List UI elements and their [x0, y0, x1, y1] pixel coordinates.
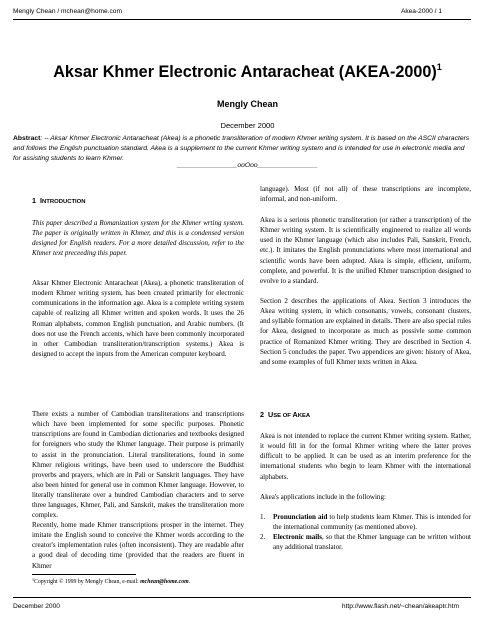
list-item-term: Pronunciation aid — [273, 513, 328, 521]
list-item-text: , so that the Khmer language can be written without any additional translator. — [273, 533, 471, 552]
footer-rule — [13, 597, 471, 598]
paragraph: Section 2 describes the applications of Akea. Section 3 introduces the Akea writing system, in which consonants, vowels, consonant clusters, and syllable formation are explained in details. There are also special rules for Akea, designed to incorporate as much as possivle some common practice of Romanized Khmer writing. They are described in Section 4. Section 5 concludes the paper. Two appendices are given: history of Akea, and some examples of full Khmer texts written in Akea. — [260, 297, 471, 366]
list-item-text: to help students learn Khmer. This is intended for the international community (as mentioned above). — [273, 513, 471, 532]
left-para-3 — [32, 409, 244, 520]
list-number: 1. — [260, 513, 266, 521]
left-para-4 — [32, 520, 244, 571]
paragraph: language). Most (if not all) of these transcriptions are incomplete, informal, and non-uniform. — [260, 185, 471, 204]
applications-list — [260, 512, 471, 553]
footnote-text: Copyright © 1999 by Mengly Chean, e-mail: — [34, 579, 141, 585]
abstract-label: Abstract — [13, 135, 41, 142]
right-para-1 — [260, 184, 471, 204]
left-para-1 — [32, 218, 244, 259]
footnote-email: mchean@home.com — [140, 579, 189, 585]
header-rule — [13, 19, 471, 20]
section-heading-use-of-akea — [260, 410, 310, 419]
section-initial: I — [40, 196, 42, 205]
footnote-mark: 1 — [32, 577, 34, 582]
section-initial: U — [268, 410, 274, 419]
footer-url: http://www.flash.net/~chean/akeaptr.htm — [341, 603, 459, 610]
paragraph: There exists a number of Cambodian transliterations and transcriptions which have been implemented for some specific purposes. Phonetic transcriptions are found in Cambodian dictionaries and textbooks designed for foreigners who study the Khmer language. Their purpose is primarily to assist in the pronunciation. Literal transliterations, found in some Khmer religious writings, have been used to underscore the Buddhist proverbs and prayers, which are in Pali or Sanskrit languages. They have also been hinted for general use in common Khmer language. However, to literally transliterate over a hundred Cambodian characters and to serve three languages, Khmer, Pali, and Sanskrit, makes the transliteration more complex. — [32, 410, 244, 520]
footer-left: December 2000 — [13, 603, 60, 610]
title-footnote-mark: 1 — [436, 62, 442, 72]
paper-title — [0, 62, 495, 82]
paper-date: December 2000 — [220, 121, 275, 130]
paragraph: Aksar Khmer Electronic Antaracheat (Akea), a phonetic transliteration of modern Khmer writing system, has been created primarily for electronic communications in the information age. Akea is a complete writing system capable of realizing all Khmer written and spoken words. It uses the 26 Roman alphabets, common English punctuation, and Arabic numbers. (It does not use the French accents, which have been commonly incorporated in other Cambodian transliteration/transcription systems.) Akea is designed to accept the inputs from the American computer keyboard. — [32, 279, 244, 358]
section-rest-2: KEA — [297, 413, 311, 419]
paragraph: This paper described a Romanization system for the Khmer wrting system. The paper is originally written in Khmer, and this is a condensed version designed for English readers. For a more detailed discussion, refer to the Khmer text preceeding this paper. — [32, 219, 244, 258]
section-heading-introduction — [32, 196, 86, 205]
right-para-5 — [260, 492, 471, 502]
running-header-left: Mengly Chean / mchean@home.com — [13, 8, 122, 15]
right-para-3 — [260, 296, 471, 367]
paragraph: Akea's applications include in the following: — [260, 493, 386, 501]
right-para-4 — [260, 431, 471, 482]
left-para-2 — [32, 278, 244, 359]
footnote-end: . — [188, 579, 191, 585]
running-header-right: Akea-2000 / 1 — [400, 8, 442, 15]
list-item — [260, 532, 471, 552]
abstract-text: : -- Aksar Khmer Electronic Antaracheat (Akea) is a phonetic transliteration of modern Khmer writing system. It is based on the ASCII characters and follows the English punctuation standard. Akea is a supplement to the current Khmer writing system and is intended for use in electronic media and for assisting students to learn Khmer. — [13, 135, 470, 162]
section-rest: SE OF — [273, 413, 293, 419]
paragraph: Akea is not intended to replace the current Khmer writing system. Rather, it would fill in for the formal Khmer writing where the latter proves difficult to be applied. It can be used as an interim preference for the international students who begin to learn Khmer with the international alphabets. — [260, 432, 471, 481]
section-rest: NTRODUCTION — [42, 199, 86, 205]
section-number: 2 — [260, 410, 264, 419]
separator-line: ________________ooOoo________________ — [177, 162, 318, 169]
paragraph: Recently, home made Khmer transcriptions prosper in the internet. They imitate the English sound to conceive the Khmer words according to the creator's implementation rules (often inconsistent). They are readable after a good deal of decoding time (provided that the readers are fluent in Khmer — [32, 521, 244, 570]
right-para-2 — [260, 215, 471, 286]
abstract — [13, 134, 471, 163]
list-number: 2. — [260, 533, 266, 542]
author-name: Mengly Chean — [216, 99, 278, 109]
list-item — [260, 512, 471, 532]
footnote-rule — [32, 574, 136, 575]
paper-title-text: Aksar Khmer Electronic Antaracheat (AKEA-2000) — [53, 63, 437, 81]
section-initial-2: A — [292, 410, 298, 419]
footnote — [32, 577, 190, 585]
section-number: 1 — [32, 196, 36, 205]
paragraph: Akea is a serious phonetic transliteration (or rather a transcription) of the Khmer writing system. It is scientifically engineered to realize all words used in the Khmer language (which also includes Pali, Sanskrit, French, etc.). It imitates the English pronunciations where most international and scientific words have been adopted. Akea is simple, efficient, uniform, complete, and powerful. It is the unified Khmer transcription designed to evolve to a standard. — [260, 216, 471, 285]
list-item-term: Electronic mails — [273, 533, 322, 542]
